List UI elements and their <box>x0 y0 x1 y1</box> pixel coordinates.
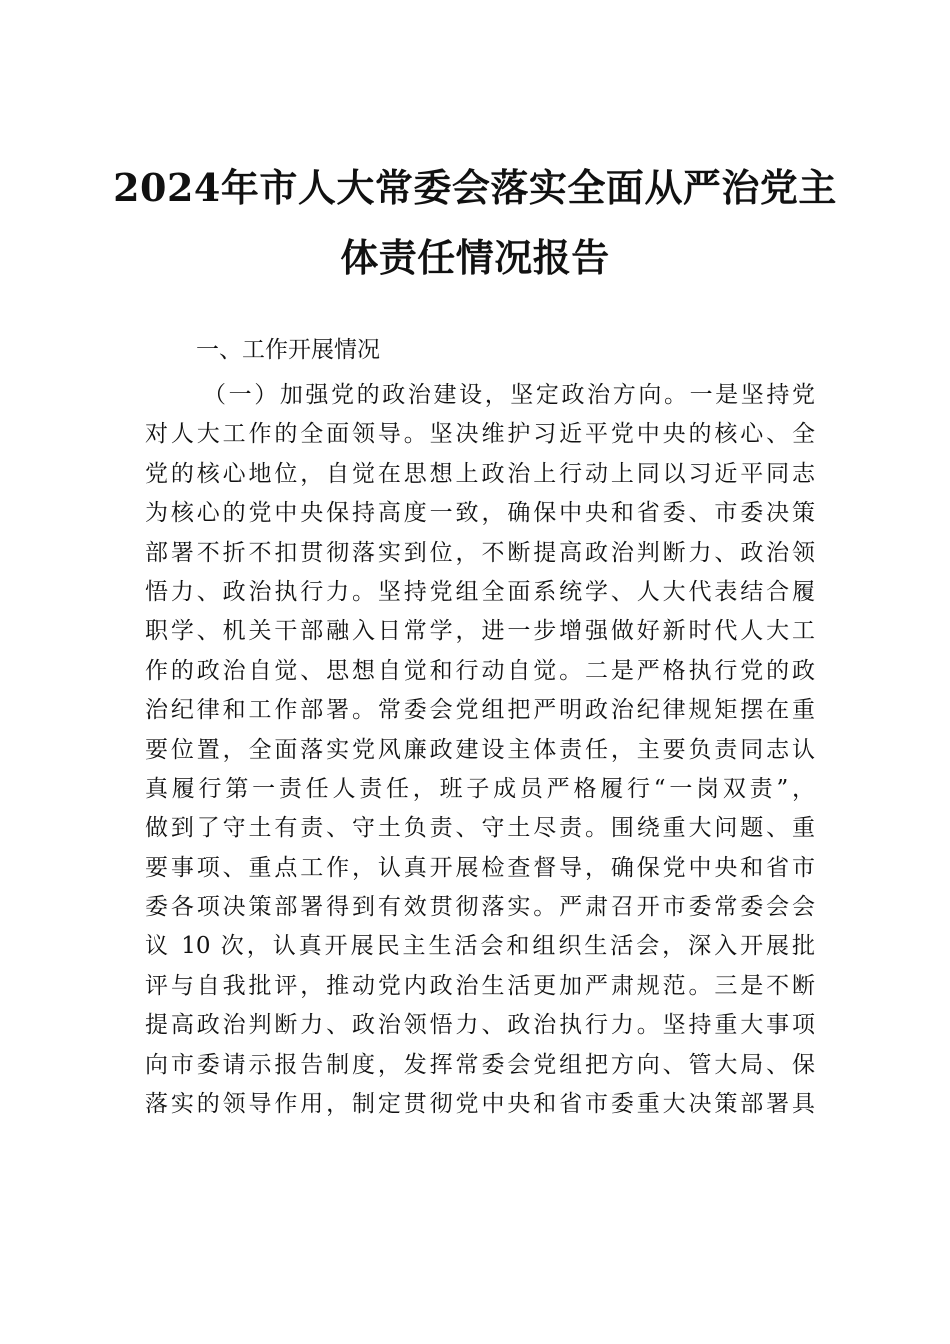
title-line-2: 体责任情况报告 <box>340 235 610 280</box>
text-line: 职学、机关干部融入日常学，进一步增强做好新时代人大工 <box>145 618 815 645</box>
text-line: 要事项、重点工作，认真开展检查督导，确保党中央和省市 <box>145 854 815 881</box>
text-line: 部署不折不扣贯彻落实到位，不断提高政治判断力、政治领 <box>145 539 815 566</box>
title-line-1: 2024年市人大常委会落实全面从严治党主 <box>113 165 837 210</box>
text-line: 评与自我批评，推动党内政治生活更加严肃规范。三是不断 <box>145 972 815 999</box>
text-line: 治纪律和工作部署。常委会党组把严明政治纪律规矩摆在重 <box>145 697 815 724</box>
text-line: 做到了守土有责、守土负责、守土尽责。围绕重大问题、重 <box>145 815 815 842</box>
text-line: 提高政治判断力、政治领悟力、政治执行力。坚持重大事项 <box>145 1012 815 1039</box>
document-title <box>0 158 950 288</box>
text-line: 委各项决策部署得到有效贯彻落实。严肃召开市委常委会会 <box>145 894 815 921</box>
text-line: 对人大工作的全面领导。坚决维护习近平党中央的核心、全 <box>145 421 815 448</box>
text-line: 落实的领导作用，制定贯彻党中央和省市委重大决策部署具 <box>145 1091 815 1118</box>
text-line: 要位置，全面落实党风廉政建设主体责任，主要负责同志认 <box>145 736 815 763</box>
text-line: 党的核心地位，自觉在思想上政治上行动上同以习近平同志 <box>145 460 815 487</box>
text-line: 真履行第一责任人责任，班子成员严格履行“一岗双责”， <box>145 775 815 802</box>
text-line: 悟力、政治执行力。坚持党组全面系统学、人大代表结合履 <box>145 578 815 605</box>
section-heading: 一、工作开展情况 <box>196 337 380 363</box>
text-line: 作的政治自觉、思想自觉和行动自觉。二是严格执行党的政 <box>145 657 815 684</box>
text-line: （一）加强党的政治建设，坚定政治方向。一是坚持党 <box>203 382 815 408</box>
text-line: 议 10 次，认真开展民主生活会和组织生活会，深入开展批 <box>145 933 815 960</box>
text-line: 向市委请示报告制度，发挥常委会党组把方向、管大局、保 <box>145 1051 815 1078</box>
body-paragraph <box>145 376 815 1124</box>
text-line: 为核心的党中央保持高度一致，确保中央和省委、市委决策 <box>145 500 815 527</box>
